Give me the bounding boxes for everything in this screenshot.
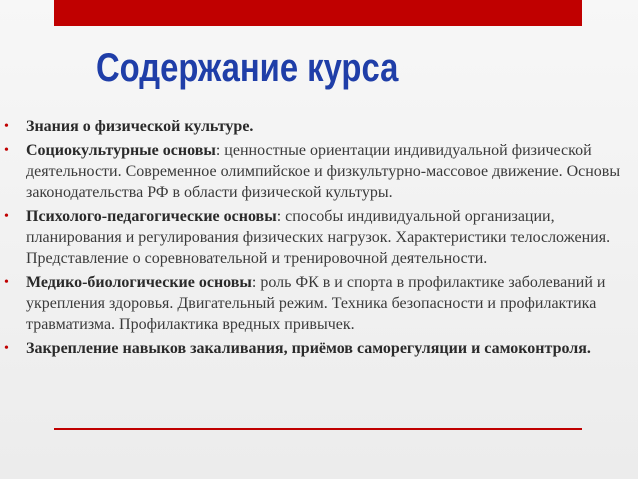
slide-title: Содержание курса	[96, 46, 399, 90]
bullet-bold-text: Психолого-педагогические основы	[26, 208, 277, 225]
bullet-item-medicobiological	[0, 272, 632, 335]
bullet-text: : роль ФК в и спорта в профилактике заболеваний и укрепления здоровья. Двигательный режим. Техника безопасности и профилактика травматизма. Профилактика вредных привычек.	[26, 274, 606, 333]
bullet-text: : способы индивидуальной организации, планирования и регулирования физических нагрузок. Характеристики телосложения. Представление о соревновательной и тренировочной деятельности.	[26, 208, 611, 267]
bullet-list	[0, 116, 632, 359]
bullet-dot-icon: •	[4, 119, 9, 134]
bullet-item-psychopedagogical	[0, 206, 632, 269]
bullet-bold-text: Медико-биологические основы	[26, 274, 252, 291]
bullet-text: : ценностные ориентации индивидуальной физической деятельности. Современное олимпийское и физкультурно-массовое движение. Основы законодательства РФ в области физической культуры.	[26, 142, 621, 201]
bullet-dot-icon: •	[4, 209, 9, 224]
bullet-item-hardening	[0, 338, 632, 359]
bullet-item-knowledge	[0, 116, 632, 137]
bullet-dot-icon: •	[4, 143, 9, 158]
bullet-bold-text: Знания о физической культуре.	[26, 118, 254, 135]
bullet-item-sociocultural	[0, 140, 632, 203]
bullet-dot-icon: •	[4, 341, 9, 356]
bullet-bold-text: Социокультурные основы	[26, 142, 216, 159]
slide-content	[0, 116, 632, 362]
top-accent-bar	[54, 0, 582, 26]
bottom-accent-line	[54, 428, 582, 430]
bullet-dot-icon: •	[4, 275, 9, 290]
bullet-bold-text: Закрепление навыков закаливания, приёмов саморегуляции и самоконтроля.	[26, 340, 591, 357]
